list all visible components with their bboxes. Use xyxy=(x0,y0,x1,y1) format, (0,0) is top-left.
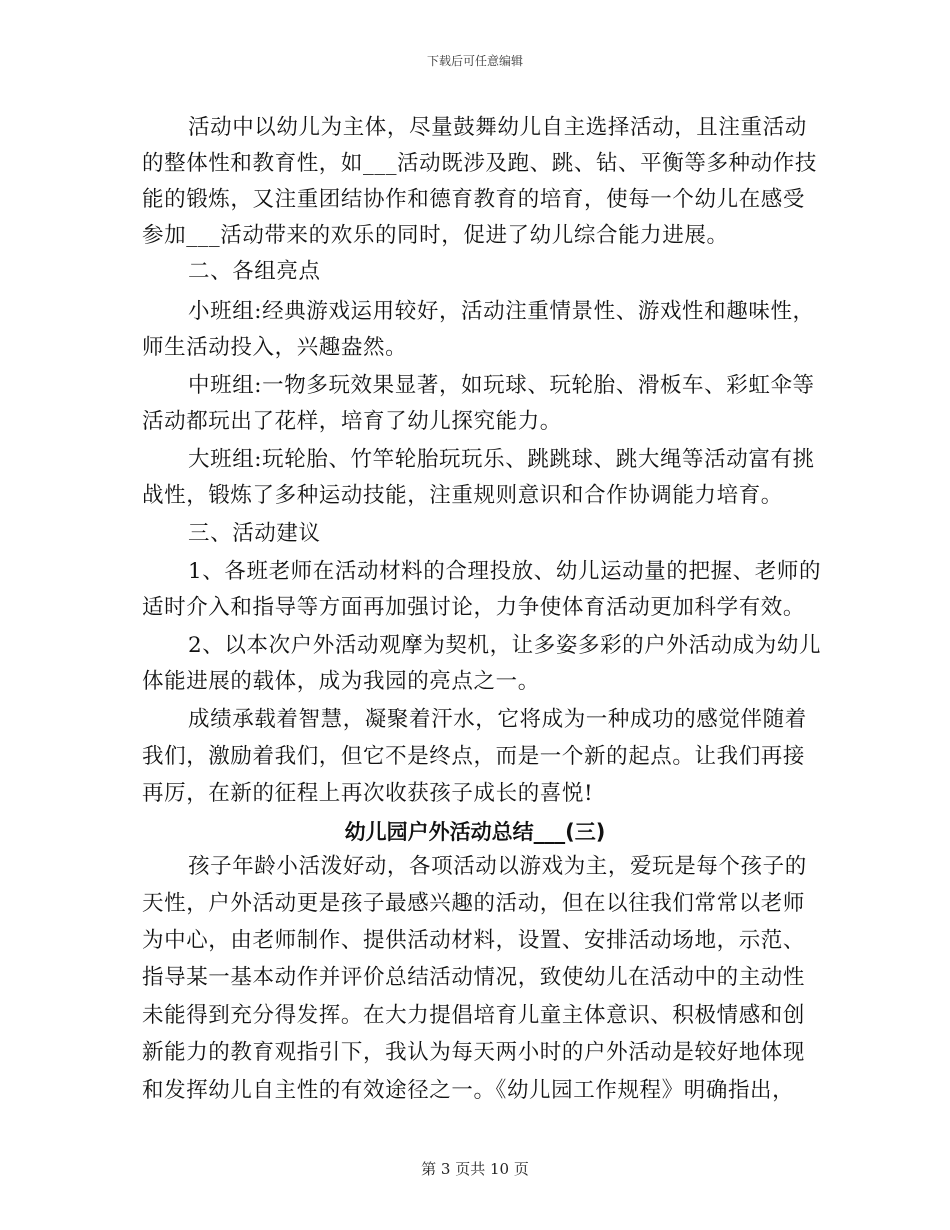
paragraph-line: 再厉，在新的征程上再次收获孩子成长的喜悦! xyxy=(142,781,594,806)
paragraph-line: 孩子年龄小活泼好动，各项活动以游戏为主，爱玩是每个孩子的 xyxy=(188,854,807,879)
paragraph-line: 体能进展的载体，成为我园的亮点之一。 xyxy=(142,669,540,694)
paragraph-line: 为中心，由老师制作、提供活动材料，设置、安排活动场地，示范、 xyxy=(142,928,806,953)
page-header: 下载后可任意编辑 xyxy=(426,54,523,68)
paragraph-line: 1、各班老师在活动材料的合理投放、幼儿运动量的把握、老师的 xyxy=(188,559,822,584)
paragraph-line: 的整体性和教育性，如___活动既涉及跑、跳、钻、平衡等多种动作技 xyxy=(142,151,817,176)
paragraph-line: 中班组:一物多玩效果显著，如玩球、玩轮胎、滑板车、彩虹伞等 xyxy=(188,373,815,398)
paragraph-line: 小班组:经典游戏运用较好，活动注重情景性、游戏性和趣味性， xyxy=(188,299,815,324)
paragraph-line: 和发挥幼儿自主性的有效途径之一。《幼儿园工作规程》明确指出， xyxy=(142,1078,795,1103)
section-heading: 二、各组亮点 xyxy=(188,259,321,284)
page-footer: 第 3 页共 10 页 xyxy=(421,1160,529,1178)
paragraph-line: 未能得到充分得发挥。在大力提倡培育儿童主体意识、积极情感和创 xyxy=(142,1003,806,1028)
paragraph-line: 2、以本次户外活动观摩为契机，让多姿多彩的户外活动成为幼儿 xyxy=(188,633,822,658)
paragraph-line: 我们，激励着我们，但它不是终点，而是一个新的起点。让我们再接 xyxy=(142,744,806,769)
paragraph-line: 活动都玩出了花样，培育了幼儿探究能力。 xyxy=(142,409,562,434)
paragraph-line: 成绩承载着智慧，凝聚着汗水，它将成为一种成功的感觉伴随着 xyxy=(188,707,807,732)
paragraph-line: 师生活动投入，兴趣盎然。 xyxy=(142,335,408,360)
paragraph-line: 参加___活动带来的欢乐的同时，促进了幼儿综合能力进展。 xyxy=(142,223,729,248)
paragraph-line: 适时介入和指导等方面再加强讨论，力争使体育活动更加科学有效。 xyxy=(142,595,806,620)
paragraph-line: 新能力的教育观指引下，我认为每天两小时的户外活动是较好地体现 xyxy=(142,1040,806,1065)
paragraph-line: 活动中以幼儿为主体，尽量鼓舞幼儿自主选择活动，且注重活动 xyxy=(188,115,807,140)
section-title: 幼儿园户外活动总结___(三) xyxy=(344,820,606,844)
paragraph-line: 天性，户外活动更是孩子最感兴趣的活动，但在以往我们常常以老师 xyxy=(142,891,806,916)
paragraph-line: 指导某一基本动作并评价总结活动情况，致使幼儿在活动中的主动性 xyxy=(142,965,806,990)
paragraph-line: 大班组:玩轮胎、竹竿轮胎玩玩乐、跳跳球、跳大绳等活动富有挑 xyxy=(188,447,815,472)
paragraph-line: 战性，锻炼了多种运动技能，注重规则意识和合作协调能力培育。 xyxy=(142,483,783,508)
paragraph-line: 能的锻炼，又注重团结协作和德育教育的培育，使每一个幼儿在感受 xyxy=(142,187,806,212)
section-heading: 三、活动建议 xyxy=(188,521,321,546)
